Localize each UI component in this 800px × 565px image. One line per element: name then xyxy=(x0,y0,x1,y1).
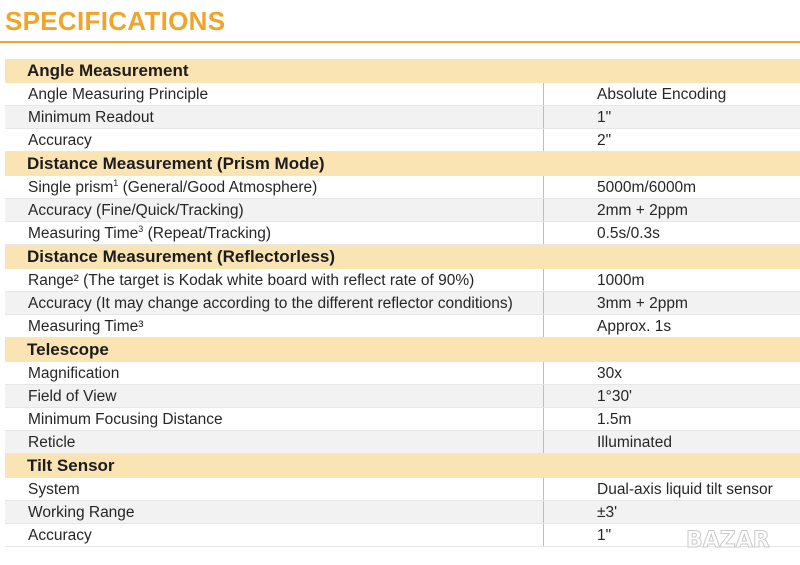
spec-value: ±3' xyxy=(597,504,618,521)
column-divider xyxy=(543,129,544,151)
section-header-telescope: Telescope xyxy=(5,338,800,362)
spec-row-minimum-focusing-distance xyxy=(5,408,800,431)
footnote-marker: 1 xyxy=(113,177,119,188)
spec-value: 1" xyxy=(597,109,612,126)
section-header-angle-measurement: Angle Measurement xyxy=(5,59,800,83)
spec-label: Working Range xyxy=(28,504,135,521)
spec-value: 2" xyxy=(597,132,612,149)
column-divider xyxy=(543,478,544,500)
footnote-marker: 3 xyxy=(138,223,144,234)
spec-row-prism-measuring-time xyxy=(5,222,800,245)
spec-row-angle-accuracy xyxy=(5,129,800,152)
spec-value: Illuminated xyxy=(597,434,672,451)
spec-label: Minimum Focusing Distance xyxy=(28,411,223,428)
spec-label: Range² (The target is Kodak white board with reflect rate of 90%) xyxy=(28,272,475,289)
spec-row-reflectorless-measuring-time xyxy=(5,315,800,338)
title-underline xyxy=(0,41,800,43)
spec-label: Accuracy xyxy=(28,132,92,149)
spec-row-field-of-view xyxy=(5,385,800,408)
spec-label: Field of View xyxy=(28,388,117,405)
column-divider xyxy=(543,176,544,198)
spec-label: Magnification xyxy=(28,365,120,382)
column-divider xyxy=(543,408,544,430)
spec-label: Reticle xyxy=(28,434,76,451)
column-divider xyxy=(543,292,544,314)
column-divider xyxy=(543,315,544,337)
spec-row-working-range xyxy=(5,501,800,524)
spec-value: Absolute Encoding xyxy=(597,86,727,103)
bazar-watermark-logo xyxy=(682,519,792,559)
spec-row-reticle xyxy=(5,431,800,454)
watermark-text: BAZAR xyxy=(686,528,770,553)
column-divider xyxy=(543,501,544,523)
spec-value: 5000m/6000m xyxy=(597,179,697,196)
spec-value: 1°30' xyxy=(597,388,633,405)
spec-value: Approx. 1s xyxy=(597,318,672,335)
spec-label: Angle Measuring Principle xyxy=(28,86,209,103)
specifications-table xyxy=(5,59,800,547)
spec-label: Measuring Time$^3$ (Repeat/Tracking) xyxy=(28,223,272,242)
section-header-prism-mode: Distance Measurement (Prism Mode) xyxy=(5,152,800,176)
spec-value: 1000m xyxy=(597,272,645,289)
spec-value: 2mm + 2ppm xyxy=(597,202,688,219)
spec-row-angle-measuring-principle xyxy=(5,83,800,106)
spec-label: System xyxy=(28,481,80,498)
column-divider xyxy=(543,222,544,244)
column-divider xyxy=(543,385,544,407)
spec-label: Measuring Time³ xyxy=(28,318,144,335)
page-title: SPECIFICATIONS xyxy=(5,6,226,36)
column-divider xyxy=(543,362,544,384)
spec-row-tilt-system xyxy=(5,478,800,501)
spec-row-magnification xyxy=(5,362,800,385)
spec-row-reflectorless-accuracy xyxy=(5,292,800,315)
spec-row-prism-accuracy xyxy=(5,199,800,222)
spec-value: 3mm + 2ppm xyxy=(597,295,688,312)
spec-value: 1" xyxy=(597,527,612,544)
spec-value: 1.5m xyxy=(597,411,632,428)
spec-row-minimum-readout xyxy=(5,106,800,129)
spec-label: Accuracy (Fine/Quick/Tracking) xyxy=(28,202,244,219)
column-divider xyxy=(543,83,544,105)
spec-label: Single prism$^1$ (General/Good Atmosphere) xyxy=(28,177,318,196)
column-divider xyxy=(543,106,544,128)
spec-label: Accuracy (It may change according to the different reflector conditions) xyxy=(28,295,513,312)
spec-row-single-prism xyxy=(5,176,800,199)
column-divider xyxy=(543,199,544,221)
spec-row-reflectorless-range xyxy=(5,269,800,292)
section-header-reflectorless: Distance Measurement (Reflectorless) xyxy=(5,245,800,269)
spec-value: 30x xyxy=(597,365,622,382)
column-divider xyxy=(543,431,544,453)
column-divider xyxy=(543,524,544,546)
spec-value: Dual-axis liquid tilt sensor xyxy=(597,481,773,498)
spec-row-tilt-accuracy xyxy=(5,524,800,547)
spec-label: Minimum Readout xyxy=(28,109,154,126)
column-divider xyxy=(543,269,544,291)
spec-value: 0.5s/0.3s xyxy=(597,225,660,242)
section-header-tilt-sensor: Tilt Sensor xyxy=(5,454,800,478)
spec-label: Accuracy xyxy=(28,527,92,544)
